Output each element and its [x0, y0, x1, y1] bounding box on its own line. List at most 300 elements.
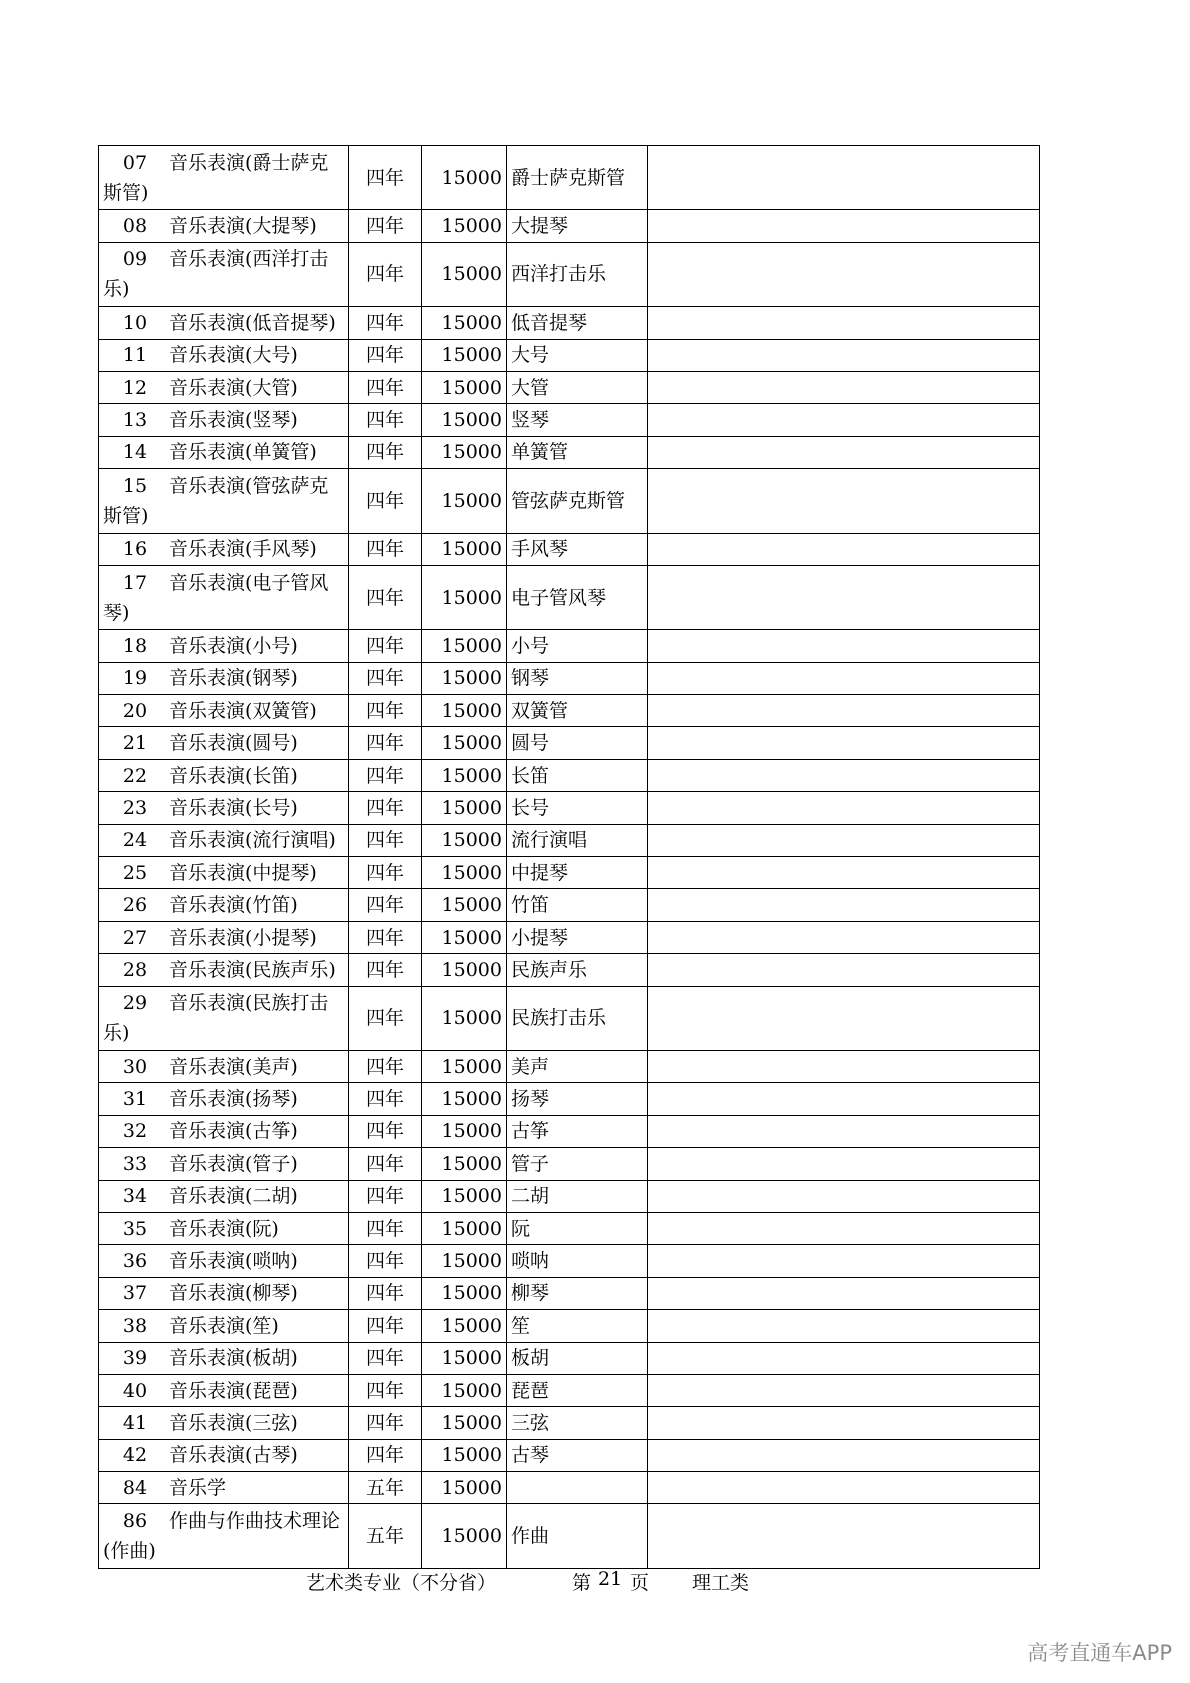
major-cell: [99, 469, 349, 533]
tuition-fee-cell: 15000: [422, 857, 507, 889]
major-cell: [99, 1050, 349, 1082]
table-row: [99, 1083, 1040, 1115]
major-cell: [99, 630, 349, 662]
table-row: [99, 1342, 1040, 1374]
tuition-fee-cell: 15000: [422, 921, 507, 953]
tuition-fee-cell: 15000: [422, 759, 507, 791]
tuition-fee-cell: 15000: [422, 1212, 507, 1244]
major-name: 音乐表演(琵琶): [169, 1379, 298, 1402]
major-code: 86: [122, 1510, 148, 1533]
table-row: [99, 533, 1040, 565]
major-name: 音乐表演(民族打击乐): [103, 992, 329, 1045]
study-length-cell: 四年: [349, 1245, 422, 1277]
tuition-fee-cell: 15000: [422, 339, 507, 371]
table-row: [99, 889, 1040, 921]
study-length-cell: 五年: [349, 1504, 422, 1568]
major-name: 音乐表演(大号): [169, 344, 298, 367]
major-code: 15: [122, 474, 148, 497]
major-code: 24: [122, 829, 148, 852]
study-length-cell: 四年: [349, 630, 422, 662]
tuition-fee-cell: 15000: [422, 1472, 507, 1504]
direction-cell: 长笛: [507, 759, 648, 791]
remarks-cell: [648, 436, 1040, 468]
tuition-fee-cell: 15000: [422, 210, 507, 242]
major-name: 音乐表演(双簧管): [169, 699, 317, 722]
study-length-cell: 五年: [349, 1472, 422, 1504]
remarks-cell: [648, 857, 1040, 889]
major-name: 音乐表演(竖琴): [169, 409, 298, 432]
tuition-fee-cell: 15000: [422, 565, 507, 629]
direction-cell: 大提琴: [507, 210, 648, 242]
major-name: 音乐表演(大提琴): [169, 215, 317, 238]
direction-cell: 古琴: [507, 1439, 648, 1471]
direction-cell: 阮: [507, 1212, 648, 1244]
study-length-cell: 四年: [349, 759, 422, 791]
study-length-cell: 四年: [349, 727, 422, 759]
major-name: 音乐表演(笙): [169, 1314, 279, 1337]
major-code: 27: [122, 926, 148, 949]
remarks-cell: [648, 1212, 1040, 1244]
remarks-cell: [648, 695, 1040, 727]
major-code: 17: [122, 571, 148, 594]
remarks-cell: [648, 307, 1040, 339]
remarks-cell: [648, 1148, 1040, 1180]
table-row: [99, 824, 1040, 856]
study-length-cell: 四年: [349, 339, 422, 371]
major-cell: [99, 1439, 349, 1471]
tuition-fee-cell: 15000: [422, 436, 507, 468]
major-cell: [99, 371, 349, 403]
direction-cell: 爵士萨克斯管: [507, 146, 648, 210]
remarks-cell: [648, 792, 1040, 824]
major-code: 39: [122, 1347, 148, 1370]
remarks-cell: [648, 727, 1040, 759]
major-cell: [99, 1374, 349, 1406]
remarks-cell: [648, 954, 1040, 986]
remarks-cell: [648, 1245, 1040, 1277]
study-length-cell: 四年: [349, 1148, 422, 1180]
major-code: 84: [122, 1476, 148, 1499]
major-name: 音乐表演(唢呐): [169, 1250, 298, 1273]
direction-cell: 双簧管: [507, 695, 648, 727]
study-length-cell: 四年: [349, 1180, 422, 1212]
remarks-cell: [648, 824, 1040, 856]
major-code: 36: [122, 1250, 148, 1273]
study-length-cell: 四年: [349, 1407, 422, 1439]
major-name: 音乐表演(爵士萨克斯管): [103, 151, 329, 204]
major-name: 音乐表演(手风琴): [169, 538, 317, 561]
major-cell: [99, 533, 349, 565]
study-length-cell: 四年: [349, 986, 422, 1050]
remarks-cell: [648, 1472, 1040, 1504]
study-length-cell: 四年: [349, 954, 422, 986]
major-code: 37: [122, 1282, 148, 1305]
major-name: 音乐表演(小提琴): [169, 926, 317, 949]
major-code: 14: [122, 441, 148, 464]
direction-cell: 西洋打击乐: [507, 242, 648, 306]
table-row: [99, 954, 1040, 986]
study-length-cell: 四年: [349, 436, 422, 468]
table-row: [99, 1050, 1040, 1082]
tuition-fee-cell: 15000: [422, 1148, 507, 1180]
major-code: 40: [122, 1379, 148, 1402]
direction-cell: 流行演唱: [507, 824, 648, 856]
major-name: 音乐表演(中提琴): [169, 861, 317, 884]
major-cell: [99, 1342, 349, 1374]
table-body: [99, 146, 1040, 1569]
study-length-cell: 四年: [349, 469, 422, 533]
direction-cell: 单簧管: [507, 436, 648, 468]
direction-cell: 笙: [507, 1310, 648, 1342]
major-cell: [99, 242, 349, 306]
major-name: 音乐表演(古琴): [169, 1444, 298, 1467]
tuition-fee-cell: 15000: [422, 1374, 507, 1406]
major-name: 音乐表演(长笛): [169, 764, 298, 787]
remarks-cell: [648, 630, 1040, 662]
major-code: 31: [122, 1088, 148, 1111]
direction-cell: 大号: [507, 339, 648, 371]
major-code: 20: [122, 699, 148, 722]
major-name: 音乐表演(低音提琴): [169, 311, 336, 334]
remarks-cell: [648, 146, 1040, 210]
remarks-cell: [648, 1050, 1040, 1082]
remarks-cell: [648, 1277, 1040, 1309]
study-length-cell: 四年: [349, 889, 422, 921]
major-code: 16: [122, 538, 148, 561]
major-cell: [99, 404, 349, 436]
remarks-cell: [648, 921, 1040, 953]
tuition-fee-cell: 15000: [422, 1310, 507, 1342]
remarks-cell: [648, 404, 1040, 436]
study-length-cell: 四年: [349, 404, 422, 436]
major-cell: [99, 921, 349, 953]
remarks-cell: [648, 1407, 1040, 1439]
major-code: 22: [122, 764, 148, 787]
major-cell: [99, 986, 349, 1050]
study-length-cell: 四年: [349, 1050, 422, 1082]
table-row: [99, 146, 1040, 210]
direction-cell: 钢琴: [507, 662, 648, 694]
study-length-cell: 四年: [349, 1374, 422, 1406]
major-code: 08: [122, 215, 148, 238]
tuition-fee-cell: 15000: [422, 695, 507, 727]
major-name: 音乐表演(扬琴): [169, 1088, 298, 1111]
table-row: [99, 1504, 1040, 1568]
table-row: [99, 986, 1040, 1050]
remarks-cell: [648, 662, 1040, 694]
major-name: 音乐表演(竹笛): [169, 894, 298, 917]
enrollment-table: [98, 145, 1040, 1569]
remarks-cell: [648, 1504, 1040, 1568]
table-row: [99, 242, 1040, 306]
direction-cell: 竖琴: [507, 404, 648, 436]
major-code: 29: [122, 992, 148, 1015]
direction-cell: 二胡: [507, 1180, 648, 1212]
study-length-cell: 四年: [349, 921, 422, 953]
direction-cell: 扬琴: [507, 1083, 648, 1115]
major-code: 07: [122, 151, 148, 174]
table-row: [99, 404, 1040, 436]
major-cell: [99, 1115, 349, 1147]
table-row: [99, 371, 1040, 403]
major-cell: [99, 1083, 349, 1115]
study-length-cell: 四年: [349, 1439, 422, 1471]
table-row: [99, 339, 1040, 371]
table-row: [99, 1212, 1040, 1244]
major-cell: [99, 565, 349, 629]
major-name: 音乐表演(古筝): [169, 1120, 298, 1143]
major-cell: [99, 954, 349, 986]
direction-cell: 低音提琴: [507, 307, 648, 339]
table-row: [99, 469, 1040, 533]
direction-cell: 手风琴: [507, 533, 648, 565]
direction-cell: 长号: [507, 792, 648, 824]
major-name: 音乐表演(单簧管): [169, 441, 317, 464]
study-length-cell: 四年: [349, 1277, 422, 1309]
table-row: [99, 695, 1040, 727]
footer-page-suffix: 页: [630, 1572, 650, 1594]
major-code: 38: [122, 1314, 148, 1337]
table-row: [99, 857, 1040, 889]
remarks-cell: [648, 1083, 1040, 1115]
major-code: 21: [122, 732, 148, 755]
remarks-cell: [648, 1439, 1040, 1471]
major-code: 26: [122, 894, 148, 917]
major-code: 33: [122, 1152, 148, 1175]
direction-cell: 管子: [507, 1148, 648, 1180]
tuition-fee-cell: 15000: [422, 404, 507, 436]
study-length-cell: 四年: [349, 146, 422, 210]
major-cell: [99, 727, 349, 759]
remarks-cell: [648, 759, 1040, 791]
study-length-cell: 四年: [349, 210, 422, 242]
major-cell: [99, 1310, 349, 1342]
major-cell: [99, 792, 349, 824]
table-row: [99, 1180, 1040, 1212]
major-cell: [99, 436, 349, 468]
study-length-cell: 四年: [349, 565, 422, 629]
major-code: 28: [122, 958, 148, 981]
study-length-cell: 四年: [349, 824, 422, 856]
major-cell: [99, 1472, 349, 1504]
study-length-cell: 四年: [349, 857, 422, 889]
major-name: 音乐学: [169, 1476, 227, 1499]
direction-cell: 琵琶: [507, 1374, 648, 1406]
tuition-fee-cell: 15000: [422, 630, 507, 662]
direction-cell: 美声: [507, 1050, 648, 1082]
major-name: 音乐表演(阮): [169, 1217, 279, 1240]
major-cell: [99, 1180, 349, 1212]
footer-category: 艺术类专业（不分省）: [306, 1572, 497, 1594]
remarks-cell: [648, 371, 1040, 403]
study-length-cell: 四年: [349, 1212, 422, 1244]
major-code: 42: [122, 1444, 148, 1467]
direction-cell: 大管: [507, 371, 648, 403]
major-code: 23: [122, 796, 148, 819]
study-length-cell: 四年: [349, 533, 422, 565]
major-name: 音乐表演(长号): [169, 796, 298, 819]
tuition-fee-cell: 15000: [422, 371, 507, 403]
major-name: 音乐表演(大管): [169, 376, 298, 399]
table-row: [99, 792, 1040, 824]
table-row: [99, 921, 1040, 953]
remarks-cell: [648, 1310, 1040, 1342]
footer-section: 理工类: [692, 1572, 750, 1594]
remarks-cell: [648, 469, 1040, 533]
tuition-fee-cell: 15000: [422, 1439, 507, 1471]
direction-cell: 民族声乐: [507, 954, 648, 986]
tuition-fee-cell: 15000: [422, 1115, 507, 1147]
tuition-fee-cell: 15000: [422, 533, 507, 565]
table-row: [99, 1148, 1040, 1180]
major-code: 13: [122, 409, 148, 432]
remarks-cell: [648, 533, 1040, 565]
tuition-fee-cell: 15000: [422, 1407, 507, 1439]
footer-page-prefix: 第: [572, 1572, 592, 1594]
major-code: 09: [122, 248, 148, 271]
remarks-cell: [648, 1180, 1040, 1212]
direction-cell: [507, 1472, 648, 1504]
remarks-cell: [648, 565, 1040, 629]
major-name: 音乐表演(钢琴): [169, 667, 298, 690]
direction-cell: 小提琴: [507, 921, 648, 953]
direction-cell: 中提琴: [507, 857, 648, 889]
tuition-fee-cell: 15000: [422, 307, 507, 339]
tuition-fee-cell: 15000: [422, 727, 507, 759]
study-length-cell: 四年: [349, 307, 422, 339]
major-code: 41: [122, 1411, 148, 1434]
major-code: 19: [122, 667, 148, 690]
tuition-fee-cell: 15000: [422, 1245, 507, 1277]
major-name: 音乐表演(小号): [169, 634, 298, 657]
major-cell: [99, 1504, 349, 1568]
major-name: 音乐表演(电子管风琴): [103, 571, 329, 624]
study-length-cell: 四年: [349, 695, 422, 727]
table-row: [99, 1115, 1040, 1147]
table-row: [99, 210, 1040, 242]
major-cell: [99, 695, 349, 727]
major-name: 音乐表演(民族声乐): [169, 958, 336, 981]
major-cell: [99, 889, 349, 921]
table-row: [99, 1310, 1040, 1342]
tuition-fee-cell: 15000: [422, 1504, 507, 1568]
major-name: 音乐表演(二胡): [169, 1185, 298, 1208]
major-code: 25: [122, 861, 148, 884]
direction-cell: 唢呐: [507, 1245, 648, 1277]
major-code: 34: [122, 1185, 148, 1208]
major-name: 音乐表演(三弦): [169, 1411, 298, 1434]
remarks-cell: [648, 1374, 1040, 1406]
major-cell: [99, 1212, 349, 1244]
study-length-cell: 四年: [349, 1115, 422, 1147]
major-name: 音乐表演(西洋打击乐): [103, 248, 329, 301]
tuition-fee-cell: 15000: [422, 146, 507, 210]
tuition-fee-cell: 15000: [422, 986, 507, 1050]
major-name: 音乐表演(美声): [169, 1055, 298, 1078]
tuition-fee-cell: 15000: [422, 1050, 507, 1082]
remarks-cell: [648, 986, 1040, 1050]
study-length-cell: 四年: [349, 1310, 422, 1342]
tuition-fee-cell: 15000: [422, 1342, 507, 1374]
footer-page-number: 21: [598, 1568, 623, 1590]
remarks-cell: [648, 1115, 1040, 1147]
tuition-fee-cell: 15000: [422, 469, 507, 533]
major-cell: [99, 146, 349, 210]
major-code: 30: [122, 1055, 148, 1078]
remarks-cell: [648, 210, 1040, 242]
major-name: 音乐表演(流行演唱): [169, 829, 336, 852]
major-code: 11: [122, 344, 148, 367]
major-cell: [99, 1245, 349, 1277]
major-cell: [99, 339, 349, 371]
study-length-cell: 四年: [349, 371, 422, 403]
major-cell: [99, 662, 349, 694]
tuition-fee-cell: 15000: [422, 824, 507, 856]
major-name: 音乐表演(板胡): [169, 1347, 298, 1370]
tuition-fee-cell: 15000: [422, 242, 507, 306]
major-cell: [99, 759, 349, 791]
study-length-cell: 四年: [349, 1342, 422, 1374]
table-row: [99, 1407, 1040, 1439]
major-name: 音乐表演(管子): [169, 1152, 298, 1175]
table-row: [99, 436, 1040, 468]
direction-cell: 小号: [507, 630, 648, 662]
table-row: [99, 1245, 1040, 1277]
major-name: 音乐表演(柳琴): [169, 1282, 298, 1305]
direction-cell: 三弦: [507, 1407, 648, 1439]
tuition-fee-cell: 15000: [422, 792, 507, 824]
tuition-fee-cell: 15000: [422, 662, 507, 694]
major-cell: [99, 857, 349, 889]
table-row: [99, 565, 1040, 629]
table-row: [99, 759, 1040, 791]
remarks-cell: [648, 242, 1040, 306]
tuition-fee-cell: 15000: [422, 1083, 507, 1115]
major-code: 10: [122, 311, 148, 334]
study-length-cell: 四年: [349, 792, 422, 824]
major-cell: [99, 210, 349, 242]
remarks-cell: [648, 339, 1040, 371]
direction-cell: 民族打击乐: [507, 986, 648, 1050]
major-cell: [99, 1148, 349, 1180]
major-code: 12: [122, 376, 148, 399]
study-length-cell: 四年: [349, 1083, 422, 1115]
study-length-cell: 四年: [349, 242, 422, 306]
major-code: 18: [122, 634, 148, 657]
table-row: [99, 630, 1040, 662]
major-cell: [99, 1407, 349, 1439]
remarks-cell: [648, 1342, 1040, 1374]
table-row: [99, 307, 1040, 339]
major-name: 音乐表演(圆号): [169, 732, 298, 755]
tuition-fee-cell: 15000: [422, 1277, 507, 1309]
direction-cell: 板胡: [507, 1342, 648, 1374]
table-row: [99, 1374, 1040, 1406]
direction-cell: 电子管风琴: [507, 565, 648, 629]
major-name: 音乐表演(管弦萨克斯管): [103, 474, 329, 527]
table-row: [99, 1277, 1040, 1309]
major-name: 作曲与作曲技术理论(作曲): [103, 1510, 341, 1563]
direction-cell: 作曲: [507, 1504, 648, 1568]
tuition-fee-cell: 15000: [422, 1180, 507, 1212]
major-cell: [99, 1277, 349, 1309]
major-code: 35: [122, 1217, 148, 1240]
direction-cell: 圆号: [507, 727, 648, 759]
direction-cell: 古筝: [507, 1115, 648, 1147]
major-cell: [99, 307, 349, 339]
table-row: [99, 1472, 1040, 1504]
remarks-cell: [648, 889, 1040, 921]
